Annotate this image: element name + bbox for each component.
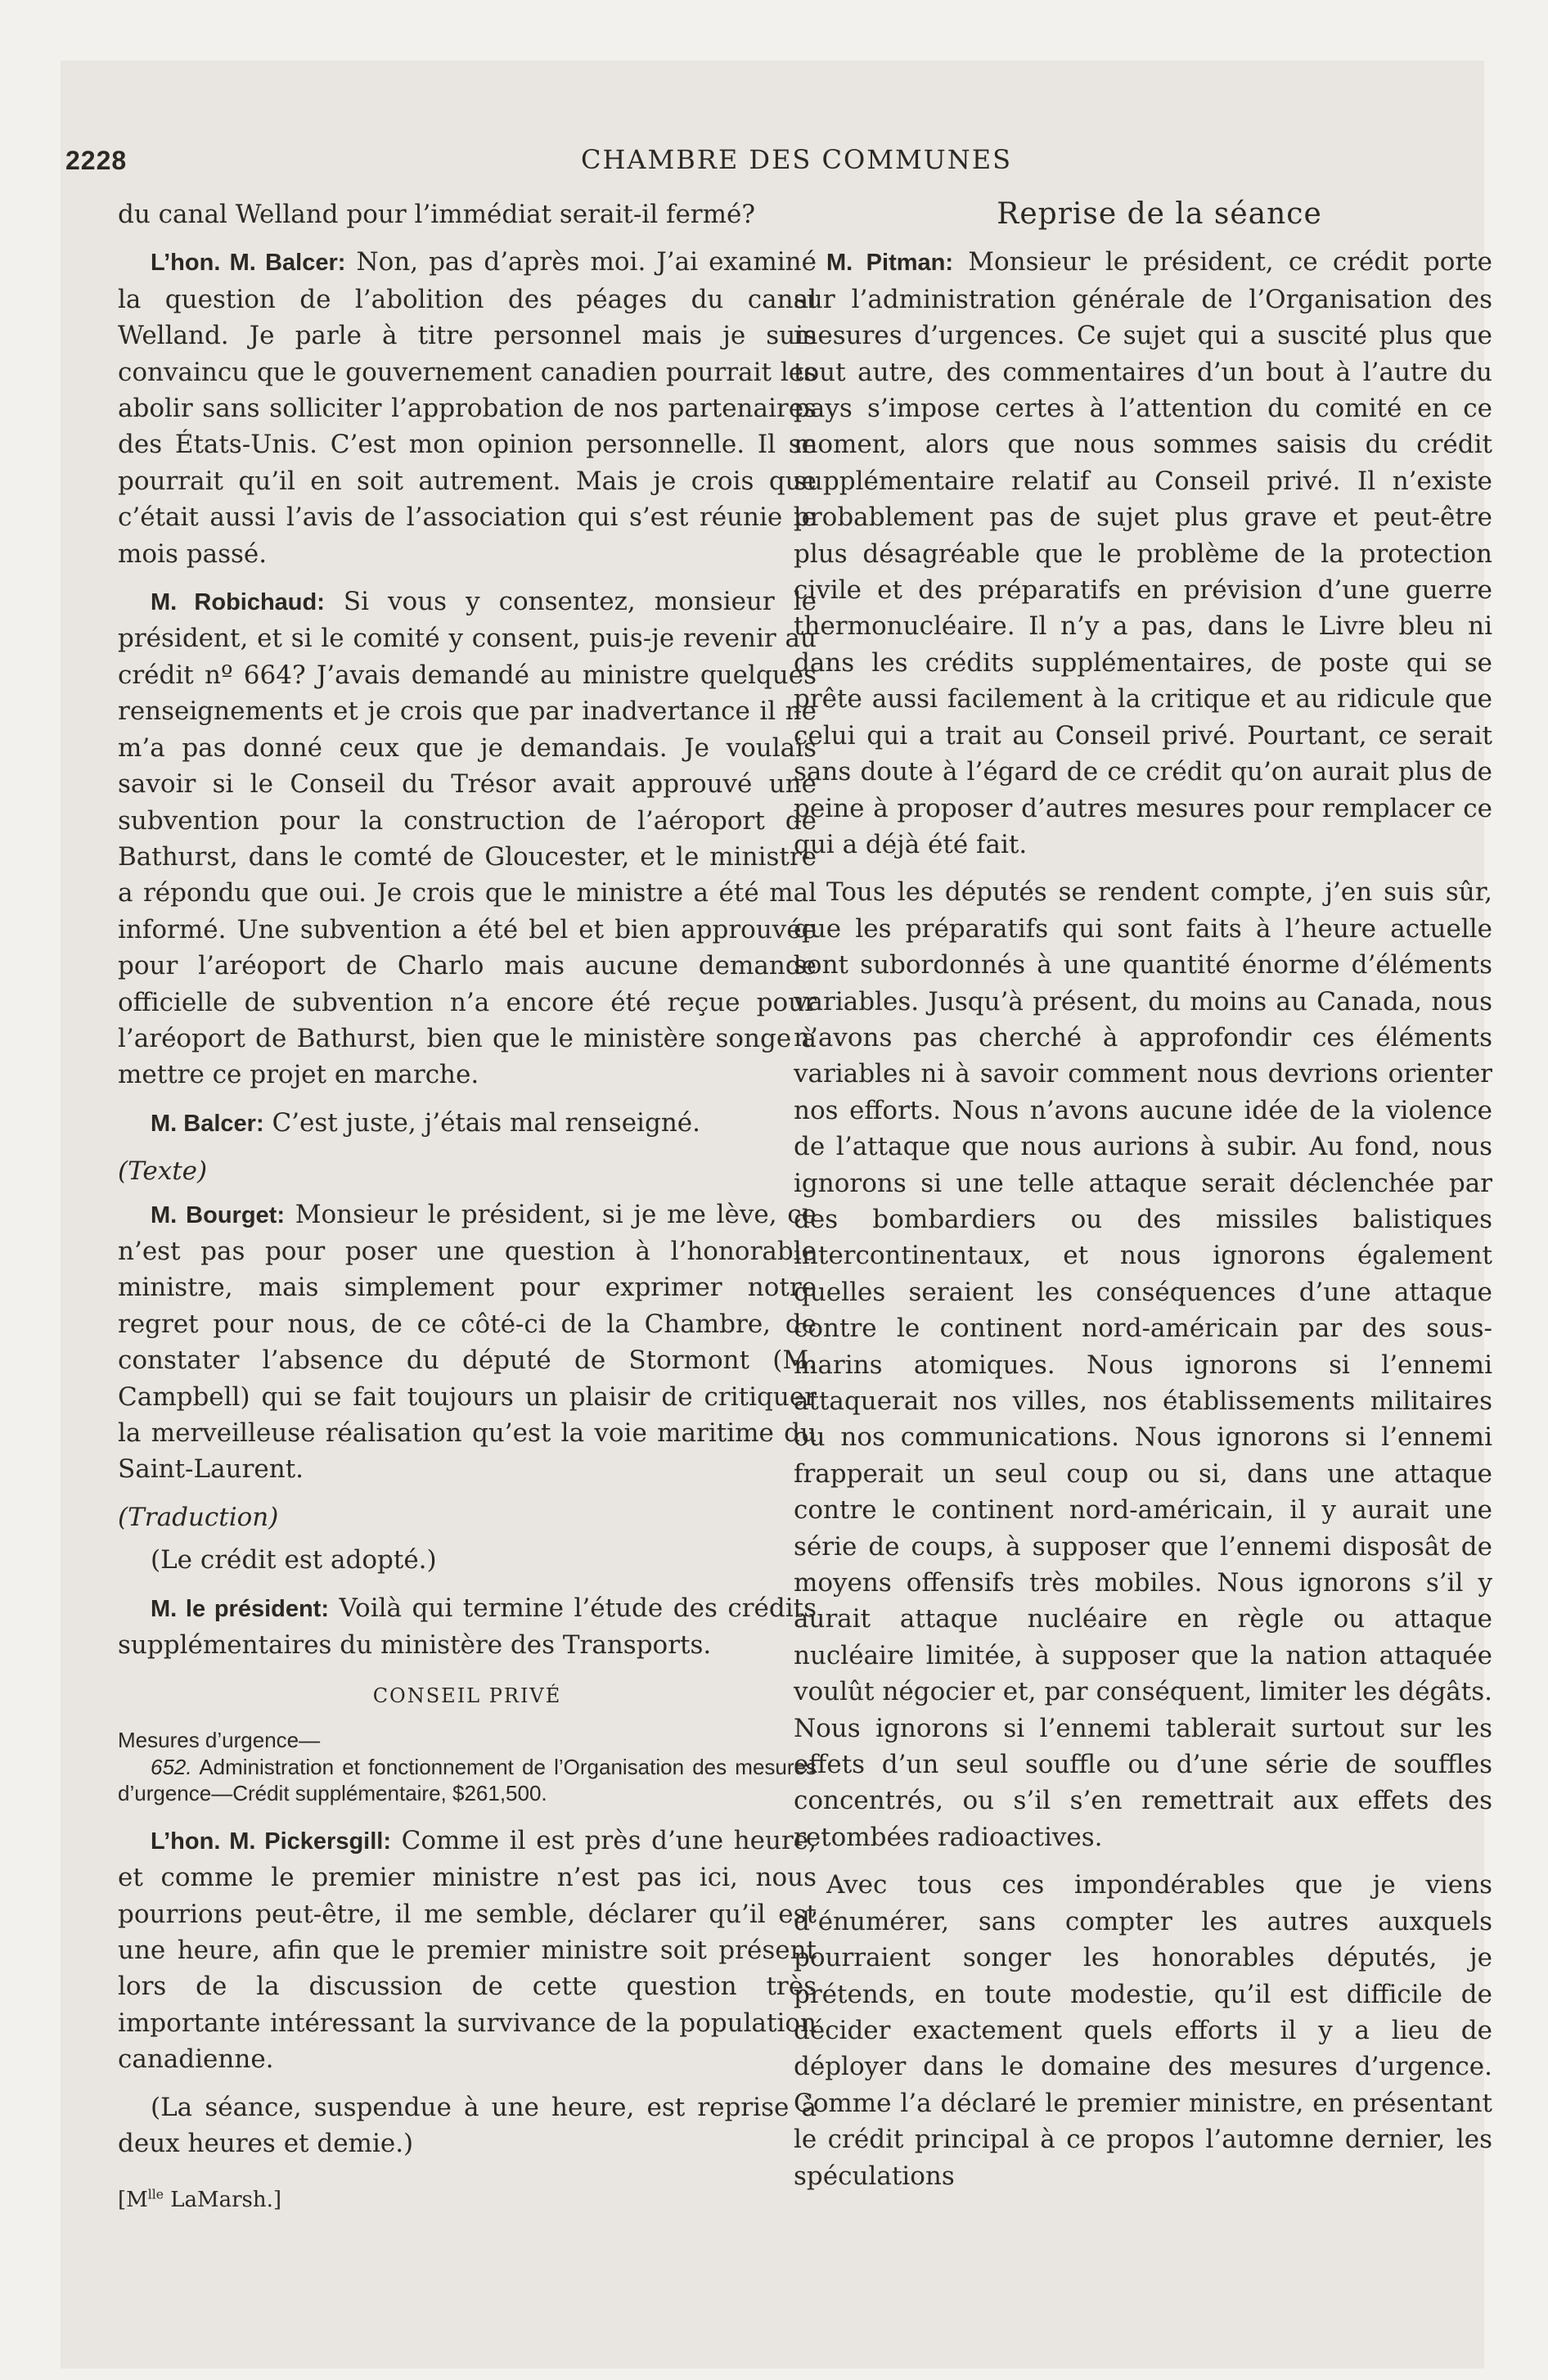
speech-text: Non, pas d’après moi. J’ai examiné la question de l’abolition des péages du canal Welland. Je parle à titre personnel mais je suis convaincu que le gouvernement canadien pourrait les abolir sans solliciter l’approbation de nos partenaires des États-Unis. C’est mon opinion personnelle. Il se pourrait qu’il en soit autrement. Mais je crois que c’était aussi l’avis de l’association qui s’est réunie le mois passé. — [118, 247, 817, 569]
speaker-footer — [118, 2182, 817, 2218]
speaker-name: L’hon. M. Balcer: — [151, 250, 346, 277]
speaker-name: M. Bourget: — [151, 1201, 285, 1228]
speech-text: Si vous y consentez, monsieur le président, et si le comité y consent, puis-je revenir au crédit nº 664? J’avais demandé au ministre quelques renseignements et je crois que par inadvertance il ne m’a pas donné ceux que je demandais. Je voulais savoir si le Conseil du Trésor avait approuvé une subvention pour la construction de l’aéroport de Bathurst, dans le comté de Gloucester, et le ministre a répondu que oui. Je crois que le ministre a été mal informé. Une subvention a été bel et bien approuvée pour l’aréoport de Charlo mais aucune demande officielle de subvention n’a encore été reçue pour l’aréoport de Bathurst, bien que le ministère songe à mettre ce projet en marche. — [118, 587, 817, 1090]
speech-text: Voilà qui termine l’étude des crédits supplémentaires du ministère des Transports. — [118, 1593, 817, 1661]
speech — [118, 1823, 817, 2078]
paragraph: Tous les députés se rendent compte, j’en suis sûr, que les préparatifs qui sont faits à l’heure actuelle sont subordonnés à une quantité énorme d’éléments variables. Jusqu’à présent, du moins au Canada, nous n’avons pas cherché à approfondir ces éléments variables ni à savoir comment nous devrions orienter nos efforts. Nous n’avons aucune idée de la violence de l’attaque que nous aurions à subir. Au fond, nous ignorons si une telle attaque serait déclenchée par des bombardiers ou des missiles balistiques intercontinentaux, et nous ignorons également quelles seraient les conséquences d’une attaque contre le continent nord-américain par des sous-marins atomiques. Nous ignorons si l’ennemi attaquerait nos villes, nos établissements militaires ou nos communications. Nous ignorons si l’ennemi frapperait un seul coup ou si, dans une attaque contre le continent nord-américain, il y aurait une série de coups, à supposer que l’ennemi disposât de moyens offensifs très mobiles. Nous ignorons s’il y aurait attaque nucléaire en règle ou attaque nucléaire limitée, à supposer que la nation attaquée voulût négocier et, par conséquent, limiter les dégâts. Nous ignorons si l’ennemi tablerait surtout sur les effets d’un seul souffle ou d’une série de souffles concentrés, ou s’il s’en remettrait aux effets des retombées radioactives. — [794, 877, 1492, 1852]
speech — [118, 244, 817, 572]
footer-name-prefix: [M — [118, 2187, 148, 2212]
speaker-name: M. Pitman: — [826, 250, 954, 277]
paragraph: du canal Welland pour l’immédiat serait-il fermé? — [118, 200, 755, 229]
speech — [118, 1105, 817, 1142]
running-head: CHAMBRE DES COMMUNES — [581, 144, 1013, 175]
speech — [794, 244, 1492, 863]
vote-number: 652. — [151, 1754, 192, 1779]
procedural-note: (Le crédit est adopté.) — [151, 1545, 437, 1575]
footer-name-sup: lle — [147, 2186, 164, 2202]
footer-name-suffix: LaMarsh.] — [163, 2187, 282, 2212]
section-heading: Reprise de la séance — [997, 197, 1322, 231]
speaker-name: M. le président: — [151, 1595, 330, 1622]
language-marker: (Texte) — [118, 1156, 208, 1187]
speaker-name: M. Balcer: — [151, 1110, 264, 1137]
procedural-note: (La séance, suspendue à une heure, est reprise à deux heures et demie.) — [118, 2092, 817, 2159]
speech — [118, 584, 817, 1093]
speaker-name: M. Robichaud: — [151, 589, 325, 616]
vote-description: Administration et fonctionnement de l’Organisation des mesures d’urgence—Crédit supplémentaire, $261,500. — [118, 1754, 817, 1805]
speech-text: Comme il est près d’une heure, et comme le premier ministre n’est pas ici, nous pourrions peut-être, il me semble, déclarer qu’il est une heure, afin que le premier ministre soit présent lors de la discussion de cette question très importante intéressant la survivance de la population canadienne. — [118, 1825, 817, 2075]
left-column — [118, 196, 817, 2229]
page-number: 2228 — [65, 146, 128, 175]
speech — [118, 1590, 817, 1664]
section-title: CONSEIL PRIVÉ — [372, 1684, 562, 1708]
paragraph: Avec tous ces impondérables que je viens d’énumérer, sans compter les autres auxquels pourraient songer les honorables députés, je prétends, en toute modestie, qu’il est difficile de décider exactement quels efforts il y a lieu de déployer dans le domaine des mesures d’urgence. Comme l’a déclaré le premier ministre, en présentant le crédit principal à ce propos l’automne dernier, les spéculations — [794, 1870, 1492, 2191]
speech — [118, 1197, 817, 1488]
vote-item — [118, 1754, 817, 1806]
speaker-name: L’hon. M. Pickersgill: — [151, 1828, 391, 1855]
right-column — [794, 196, 1492, 2206]
speech-text: Monsieur le président, ce crédit porte sur l’administration générale de l’Organisation des mesures d’urgences. Ce sujet qui a suscité plus que tout autre, des commentaires d’un bout à l’autre du pays s’impose certes à l’attention du comité en ce moment, alors que nous sommes saisis du crédit supplémentaire relatif au Conseil privé. Il n’existe probablement pas de sujet plus grave et peut-être plus désagréable que le problème de la protection civile et des préparatifs en prévision d’une guerre thermonucléaire. Il n’y a pas, dans le Livre bleu ni dans les crédits supplémentaires, de poste qui se prête aussi facilement à la critique et au ridicule que celui qui a trait au Conseil privé. Pourtant, ce serait sans doute à l’égard de ce crédit qu’on aurait plus de peine à proposer d’autres mesures pour remplacer ce qui a déjà été fait. — [794, 247, 1492, 859]
speech-text: Monsieur le président, si je me lève, ce n’est pas pour poser une question à l’honorable ministre, mais simplement pour exprimer notre regret pour nous, de ce côté-ci de la Chambre, de constater l’absence du député de Stormont (M. Campbell) qui se fait toujours un plaisir de critiquer la merveilleuse réalisation qu’est la voie maritime du Saint-Laurent. — [118, 1199, 817, 1485]
language-marker: (Traduction) — [118, 1502, 279, 1532]
speech-text: C’est juste, j’étais mal renseigné. — [263, 1107, 700, 1138]
vote-heading: Mesures d’urgence— — [118, 1727, 321, 1752]
